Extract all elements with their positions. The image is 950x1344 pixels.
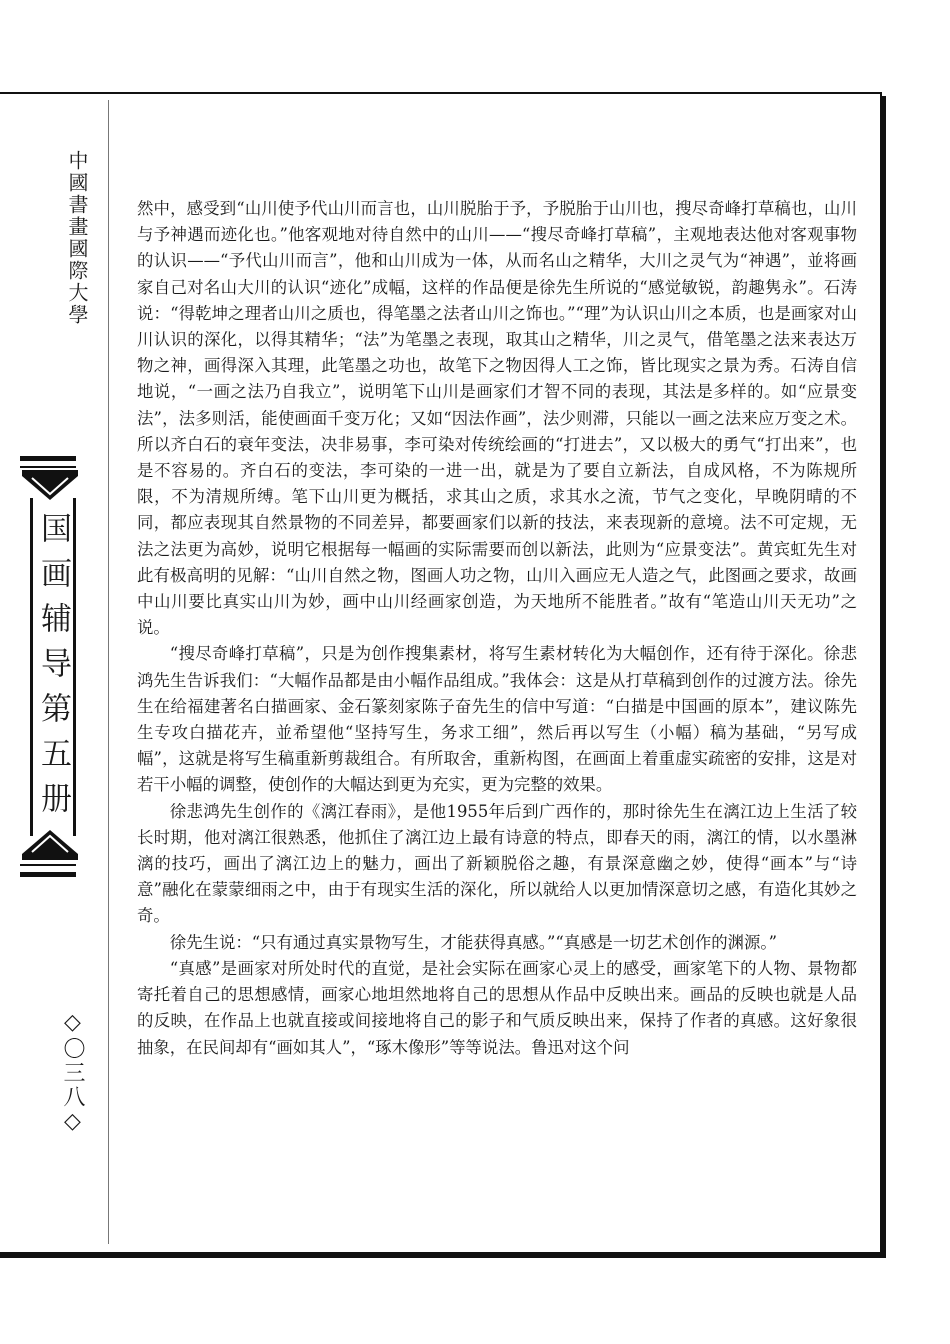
paragraph: 然中，感受到“山川使予代山川而言也，山川脱胎于予，予脱胎于山川也，搜尽奇峰打草稿也，山川与予神遇而迹化也。”他客观地对待自然中的山川——“搜尽奇峰打草稿”，主观地表达他对客观事物的认识——“予代山川而言”，他和山川成为一体，从而名山之精华，大川之灵气为“神遇”，並将画家自己对名山大川的认识“迹化”成幅，这样的作品便是徐先生所说的“感觉敏锐，韵趣隽永”。石涛说：“得乾坤之理者山川之质也，得笔墨之法者山川之饰也。”“理”为认识山川之本质，也是画家对山川认识的深化，以得其精华；“法”为笔墨之表现，取其山之精华，川之灵气，借笔墨之法来表达万物之神，画得深入其理，此笔墨之功也，故笔下之物因得人工之饰，皆比现实之景为秀。石涛自信地说，“一画之法乃自我立”，说明笔下山川是画家们才智不同的表现，其法是多样的。如“应景变法”，法多则活，能使画面千变万化；又如“因法作画”，法少则滞，只能以一画之法来应万变之术。所以齐白石的衰年变法，决非易事，李可染对传统绘画的“打进去”，又以极大的勇气“打出来”，也是不容易的。齐白石的变法，李可染的一进一出，就是为了要自立新法，自成风格，不为陈规所限，不为清规所缚。笔下山川更为概括，求其山之质，求其水之流，节气之变化，早晚阴晴的不同，都应表现其自然景物的不同差异，都要画家们以新的技法，来表现新的意境。法不可定规，无法之法更为高妙，说明它根据每一幅画的实际需要而创以新法，此则为“应景变法”。黄宾虹先生对此有极高明的见解：“山川自然之物，图画人功之物，山川入画应无人造之气，此图画之要求，故画中山川要比真实山川为妙，画中山川经画家创造，为天地所不能胜者。”故有“笔造山川天无功”之说。 (137, 199, 857, 638)
book-title: 国画辅导第五册 (35, 512, 71, 827)
bottom-chevron-ornament (22, 826, 78, 860)
sidebar-divider (108, 100, 109, 1244)
page-number: ◇〇三八◇ (60, 1010, 85, 1136)
bottom-rule-1 (20, 864, 76, 866)
paragraph: “搜尽奇峰打草稿”，只是为创作搜集素材，将写生素材转化为大幅创作，还有待于深化。徐悲鸿先生告诉我们：“大幅作品都是由小幅作品组成。”我体会：这是从打草稿到创作的过渡方法。徐先生在给福建著名白描画家、金石篆刻家陈子奋先生的信中写道：“白描是中国画的原本”，建议陈先生专攻白描花卉，並希望他“坚持写生，务求工细”，然后再以写生（小幅）稿为基础，“另写成幅”，这就是将写生稿重新剪裁组合。有所取舍，重新构图，在画面上着重虚实疏密的安排，这是对若干小幅的调整，使创作的大幅达到更为充实，更为完整的效果。 (137, 644, 857, 795)
body-text (137, 196, 857, 1061)
top-rule-2 (20, 466, 76, 468)
paragraph: 徐先生说：“只有通过真实景物写生，才能获得真感。”“真感是一切艺术创作的渊源。” (169, 932, 777, 952)
school-name: 中國書畫國際大學 (65, 150, 89, 326)
bottom-rule-2 (20, 872, 76, 877)
top-rule-1 (20, 456, 76, 461)
paragraph: “真感”是画家对所处时代的直觉，是社会实际在画家心灵上的感受，画家笔下的人物、景物都寄托着自己的思想感情，画家心地坦然地将自己的思想从作品中反映出来。画品的反映也就是人品的反映，在作品上也就直接或间接地将自己的影子和气质反映出来，保持了作者的真感。这好象很抽象，在民间却有“画如其人”，“琢木像形”等等说法。鲁迅对这个问 (137, 958, 857, 1057)
paragraph: 徐悲鸿先生创作的《漓江春雨》，是他1955年后到广西作的，那时徐先生在漓江边上生活了较长时期，他对漓江很熟悉，他抓住了漓江边上最有诗意的特点，即春天的雨，漓江的情，以水墨淋漓的技巧，画出了漓江边上的魅力，画出了新颖脱俗之趣，有景深意幽之妙，使得“画本”与“诗意”融化在蒙蒙细雨之中，由于有现实生活的深化，所以就给人以更加情深意切之感，有造化其妙之奇。 (137, 801, 857, 926)
